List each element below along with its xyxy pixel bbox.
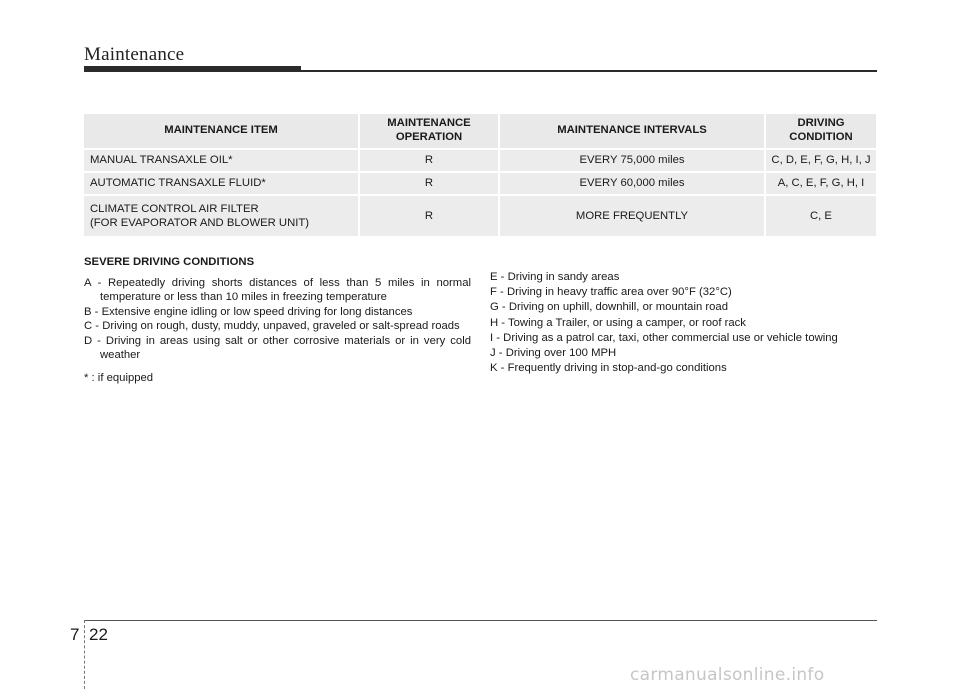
footnote-if-equipped: * : if equipped (84, 371, 154, 384)
page-footer (0, 600, 960, 689)
condition-i: I - Driving as a patrol car, taxi, other commercial use or vehicle towing (490, 331, 838, 344)
cell-operation: R (360, 196, 500, 236)
cell-item-line1: CLIMATE CONTROL AIR FILTER (90, 202, 259, 215)
cell-condition: C, E (766, 196, 876, 236)
header-rule-thin (301, 70, 877, 72)
table-header-row (84, 114, 876, 148)
cell-operation: R (360, 173, 500, 194)
severe-conditions-left (84, 255, 471, 385)
table-row (84, 150, 876, 171)
condition-k: K - Frequently driving in stop-and-go conditions (490, 362, 727, 375)
header-maintenance-intervals: MAINTENANCE INTERVALS (500, 114, 766, 148)
cell-item (84, 196, 360, 236)
cell-interval: EVERY 60,000 miles (500, 173, 766, 194)
maintenance-table (84, 112, 876, 238)
severe-conditions-right (490, 270, 880, 376)
header-maintenance-operation (360, 114, 500, 148)
condition-j: J - Driving over 100 MPH (490, 347, 617, 360)
condition-f: F - Driving in heavy traffic area over 90°F (32°C) (490, 286, 732, 299)
condition-g: G - Driving on uphill, downhill, or mountain road (490, 301, 728, 314)
cell-condition: C, D, E, F, G, H, I, J (766, 150, 876, 171)
watermark: carmanualsonline.info (630, 665, 825, 685)
header-driving-condition-text: DRIVING CONDITION (789, 117, 853, 143)
condition-h: H - Towing a Trailer, or using a camper, or roof rack (490, 316, 746, 329)
header-rule-thick (84, 66, 301, 72)
header-maintenance-item: MAINTENANCE ITEM (84, 114, 360, 148)
condition-b: B - Extensive engine idling or low speed driving for long distances (84, 305, 413, 318)
header-driving-condition (766, 114, 876, 148)
cell-operation: R (360, 150, 500, 171)
cell-item: AUTOMATIC TRANSAXLE FLUID* (84, 173, 360, 194)
chapter-number: 7 (70, 625, 80, 644)
cell-item-line2: (FOR EVAPORATOR AND BLOWER UNIT) (90, 217, 310, 229)
header-maintenance-operation-text: MAINTENANCE OPERATION (387, 117, 471, 143)
cell-interval: EVERY 75,000 miles (500, 150, 766, 171)
severe-conditions-title: SEVERE DRIVING CONDITIONS (84, 256, 255, 268)
condition-c: C - Driving on rough, dusty, muddy, unpaved, graveled or salt-spread roads (84, 320, 460, 332)
cell-item: MANUAL TRANSAXLE OIL* (84, 150, 360, 171)
footer-rule (84, 620, 877, 621)
section-title: Maintenance (84, 44, 185, 65)
table-row (84, 173, 876, 194)
cell-condition: A, C, E, F, G, H, I (766, 173, 876, 194)
condition-e: E - Driving in sandy areas (490, 271, 620, 283)
condition-a: A - Repeatedly driving shorts distances of less than 5 miles in normal temperature or less than 10 miles in freezing temperature (84, 276, 471, 303)
cell-interval: MORE FREQUENTLY (500, 196, 766, 236)
condition-d: D - Driving in areas using salt or other corrosive materials or in very cold weather (84, 334, 471, 361)
footer-divider (84, 620, 85, 689)
page-number: 22 (89, 625, 108, 644)
table-row (84, 196, 876, 236)
